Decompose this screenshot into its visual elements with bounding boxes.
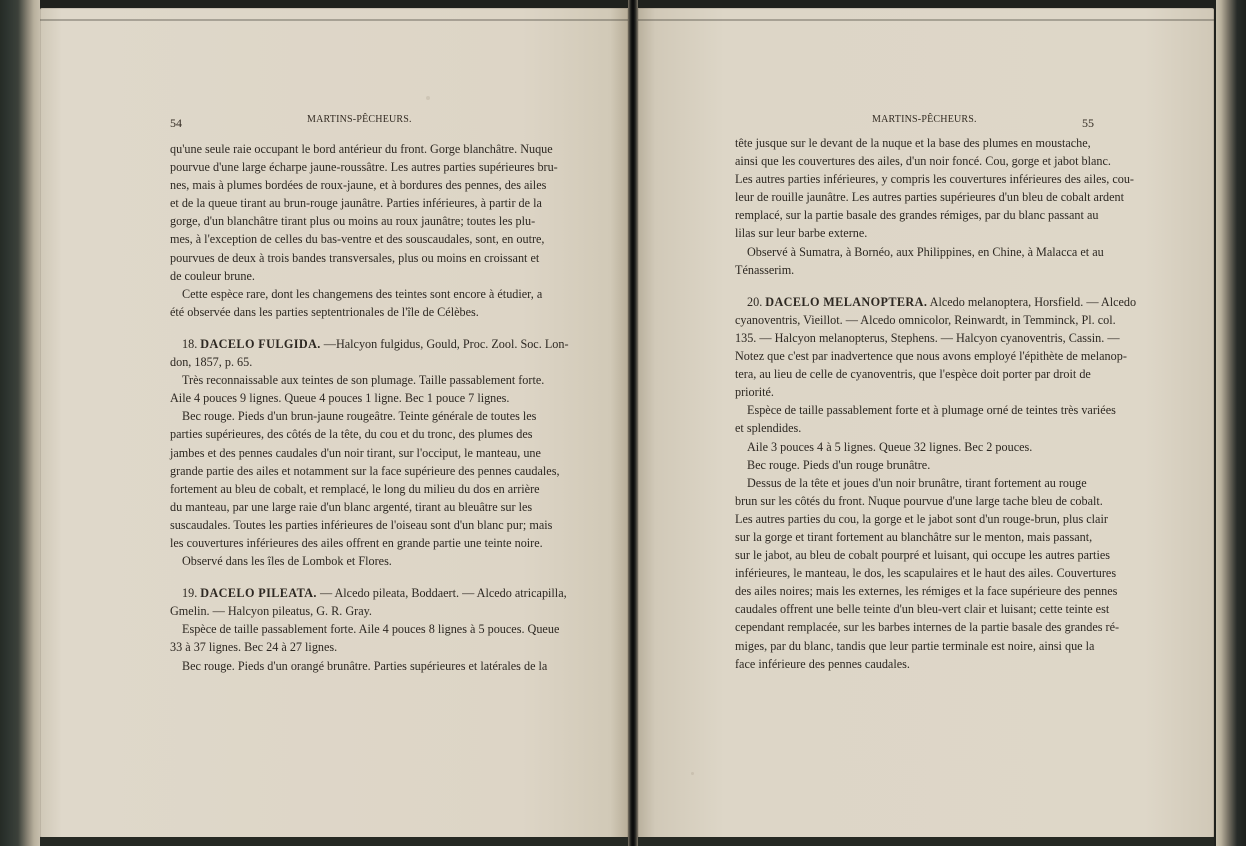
body-line: cyanoventris, Vieillot. — Alcedo omnicolor, Reinwardt, in Temminck, Pl. col. <box>735 312 1116 327</box>
body-line: Ténasserim. <box>735 262 795 277</box>
body-line: Espèce de taille passablement forte. Aile 4 pouces 8 lignes à 5 pouces. Queue <box>182 622 560 637</box>
body-line: Les autres parties du cou, la gorge et le jabot sont d'un rouge-brun, plus clair <box>735 511 1108 526</box>
body-line: Dessus de la tête et joues d'un noir brunâtre, tirant fortement au rouge <box>747 475 1087 490</box>
body-line: Notez que c'est par inadvertence que nous avons employé l'épithète de melanop- <box>735 349 1127 364</box>
body-line: tera, au lieu de celle de cyanoventris, que l'espèce doit porter par droit de <box>735 367 1091 382</box>
right-running-head: MARTINS-PÊCHEURS. <box>872 114 977 125</box>
body-line: nes, mais à plumes bordées de roux-jaune, et à bordures des pennes, des ailes <box>170 178 547 193</box>
species-entry-20 <box>735 293 1137 673</box>
body-line: remplacé, sur la partie basale des grandes rémiges, par du blanc passant au <box>735 208 1099 223</box>
body-line: tête jusque sur le devant de la nuque et la base des plumes en moustache, <box>735 136 1091 150</box>
entry-number: 18. <box>182 336 198 351</box>
right-page-body <box>735 134 1137 673</box>
body-line: sur le jabot, au bleu de cobalt pourpré et luisant, qui occupe les autres parties <box>735 548 1110 563</box>
right-book-cover-edge <box>1216 0 1246 846</box>
left-page <box>40 8 628 838</box>
right-page <box>638 8 1214 838</box>
left-page-bottom-shadow <box>40 837 628 846</box>
body-line: miges, par du blanc, tandis que leur partie terminale est noire, ainsi que la <box>735 638 1095 653</box>
body-line: ainsi que les couvertures des ailes, d'un noir foncé. Cou, gorge et jabot blanc. <box>735 154 1111 169</box>
body-line: grande partie des ailes et notamment sur la face supérieure des pennes caudales, <box>170 463 560 478</box>
right-page-top-shadow <box>638 19 1214 21</box>
body-line: brun sur les côtés du front. Nuque pourvue d'une large tache bleu de cobalt. <box>735 493 1103 508</box>
body-line: suscaudales. Toutes les parties inférieures de l'oiseau sont d'un blanc pur; mais <box>170 517 553 532</box>
left-running-head: MARTINS-PÊCHEURS. <box>307 114 412 125</box>
body-line: gorge, d'un blanchâtre tirant plus ou moins au roux jaunâtre; toutes les plu- <box>170 214 536 229</box>
paper-speck <box>691 772 694 775</box>
left-page-number: 54 <box>170 116 182 130</box>
body-line: pourvue d'une large écharpe jaune-roussâtre. Les autres parties supérieures bru- <box>170 160 558 175</box>
left-book-cover-edge <box>0 0 40 846</box>
body-line: caudales offrent une belle teinte d'un bleu-vert clair et luisant; cette teinte est <box>735 602 1110 617</box>
body-line: les couvertures inférieures des ailes offrent en grande partie une teinte noire. <box>170 535 543 550</box>
body-line: Bec rouge. Pieds d'un brun-jaune rougeâtre. Teinte générale de toutes les <box>182 409 537 424</box>
body-line: Aile 4 pouces 9 lignes. Queue 4 pouces 1 ligne. Bec 1 pouce 7 lignes. <box>170 391 510 406</box>
body-line: des ailes noires; mais les externes, les rémiges et la face supérieure des pennes <box>735 584 1118 599</box>
species-name: DACELO MELANOPTERA. <box>765 294 928 309</box>
left-page-body <box>170 140 569 675</box>
right-page-bottom-shadow <box>638 837 1214 846</box>
body-line: Bec rouge. Pieds d'un rouge brunâtre. <box>747 457 931 472</box>
right-page-number: 55 <box>1082 116 1094 130</box>
body-line: qu'une seule raie occupant le bord antérieur du front. Gorge blanchâtre. Nuque <box>170 142 553 156</box>
body-line: Bec rouge. Pieds d'un orangé brunâtre. Parties supérieures et latérales de la <box>182 658 548 673</box>
paper-speck <box>426 96 430 100</box>
entry-number: 19. <box>182 586 198 601</box>
body-line: Très reconnaissable aux teintes de son plumage. Taille passablement forte. <box>182 373 545 388</box>
body-line: et splendides. <box>735 421 802 436</box>
body-line: Espèce de taille passablement forte et à plumage orné de teintes très variées <box>747 403 1116 418</box>
body-line: priorité. <box>735 385 774 400</box>
species-entry-18 <box>170 335 569 570</box>
body-line: leur de rouille jaunâtre. Les autres parties supérieures d'un bleu de cobalt ardent <box>735 190 1124 205</box>
body-line: mes, à l'exception de celles du bas-ventre et des souscaudales, sont, en outre, <box>170 232 545 247</box>
body-line: Observé dans les îles de Lombok et Flores. <box>182 554 392 569</box>
body-line: Observé à Sumatra, à Bornéo, aux Philippines, en Chine, à Malacca et au <box>747 244 1104 259</box>
body-line: jambes et des pennes caudales d'un noir tirant, sur l'occiput, le manteau, une <box>170 445 541 460</box>
body-line: de couleur brune. <box>170 268 255 283</box>
body-line: Gmelin. — Halcyon pileatus, G. R. Gray. <box>170 604 372 619</box>
entry-heading-line <box>170 584 567 602</box>
body-line: Les autres parties inférieures, y compris les couvertures inférieures des ailes, cou- <box>735 172 1134 187</box>
body-line: et de la queue tirant au brun-rouge jaunâtre. Parties inférieures, à partir de la <box>170 196 542 211</box>
left-page-top-shadow <box>40 19 628 21</box>
body-line: sur la gorge et tirant fortement au blanchâtre sur le menton, mais passant, <box>735 529 1093 544</box>
body-line: Cette espèce rare, dont les changemens des teintes sont encore à étudier, a <box>182 286 543 301</box>
body-line: du manteau, par une large raie d'un blanc argenté, tirant au bleuâtre sur les <box>170 499 533 514</box>
body-line: Aile 3 pouces 4 à 5 lignes. Queue 32 lignes. Bec 2 pouces. <box>747 439 1033 454</box>
body-line: 135. — Halcyon melanopterus, Stephens. — Halcyon cyanoventris, Cassin. — <box>735 330 1120 345</box>
entry-heading-line <box>170 335 569 353</box>
synonymy-text: —Halcyon fulgidus, Gould, Proc. Zool. Soc. Lon- <box>323 336 569 351</box>
body-line: fortement au bleu de cobalt, et remplacé, le long du milieu du dos en arrière <box>170 481 540 496</box>
body-line: 33 à 37 lignes. Bec 24 à 27 lignes. <box>170 640 338 655</box>
synonymy-text: Alcedo melanoptera, Horsfield. — Alcedo <box>929 294 1137 309</box>
body-line: cependant remplacée, sur les barbes internes de la partie basale des grandes ré- <box>735 620 1120 635</box>
body-line: inférieures, le manteau, le dos, les scapulaires et le haut des ailes. Couvertures <box>735 566 1117 581</box>
species-name: DACELO PILEATA. <box>200 586 317 601</box>
body-line: été observée dans les parties septentrionales de l'île de Célèbes. <box>170 304 479 319</box>
synonymy-text: — Alcedo pileata, Boddaert. — Alcedo atricapilla, <box>319 586 567 601</box>
body-line: don, 1857, p. 65. <box>170 355 253 370</box>
species-name: DACELO FULGIDA. <box>200 336 321 351</box>
entry-heading-line <box>735 293 1137 311</box>
species-entry-19 <box>170 584 567 674</box>
body-line: lilas sur leur barbe externe. <box>735 226 868 241</box>
book-gutter <box>628 0 638 846</box>
entry-number: 20. <box>747 294 763 309</box>
body-line: parties supérieures, des côtés de la tête, du cou et du tronc, des plumes des <box>170 427 533 442</box>
body-line: face inférieure des pennes caudales. <box>735 656 910 671</box>
body-line: pourvues de deux à trois bandes transversales, plus ou moins en croissant et <box>170 250 540 265</box>
